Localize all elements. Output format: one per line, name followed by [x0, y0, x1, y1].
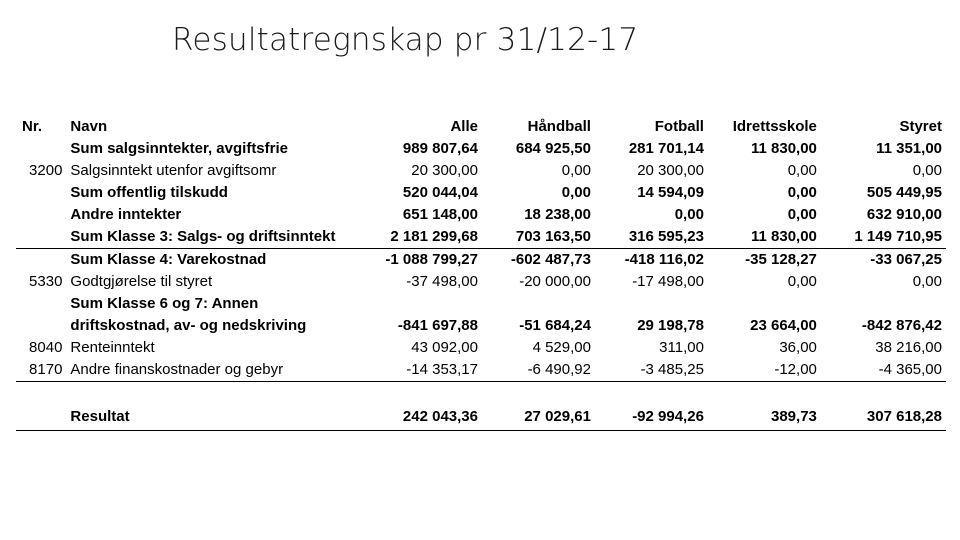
page-title: Resultatregnskap pr 31/12-17: [172, 22, 639, 58]
cell-nr: [16, 138, 66, 160]
cell-handball: 4 529,00: [532, 339, 591, 356]
cell-handball: [482, 293, 595, 315]
cell-handball: -602 487,73: [510, 251, 591, 268]
cell-alle: -841 697,88: [397, 317, 478, 334]
cell-navn: Godtgjørelse til styret: [70, 273, 213, 290]
cell-navn: Sum offentlig tilskudd: [70, 184, 228, 201]
cell-fotball: [595, 293, 708, 315]
spacer-cell: [66, 382, 369, 405]
cell-alle: -14 353,17: [369, 359, 482, 382]
cell-handball: 0,00: [561, 162, 591, 179]
cell-idrettsskole: [708, 293, 821, 315]
cell-fotball: 316 595,23: [595, 226, 708, 249]
cell-alle: 651 148,00: [402, 206, 478, 223]
cell-styret: 11 351,00: [876, 140, 942, 157]
table-row: [16, 315, 946, 337]
cell-navn: Andre inntekter: [70, 206, 182, 223]
cell-idrettsskole: 0,00: [787, 184, 817, 201]
cell-fotball: 281 701,14: [628, 140, 704, 157]
cell-alle: 2 181 299,68: [369, 226, 482, 249]
cell-nr: 8170: [16, 359, 66, 382]
cell-navn: Salgsinntekt utenfor avgiftsomr: [70, 162, 277, 179]
cell-handball: -20 000,00: [519, 273, 591, 290]
result-fotball: -92 994,26: [595, 404, 708, 431]
cell-styret: 505 449,95: [866, 184, 942, 201]
cell-alle: 520 044,04: [402, 184, 478, 201]
cell-styret: 0,00: [912, 273, 942, 290]
result-nr: [16, 404, 66, 431]
table-row: [16, 226, 946, 249]
cell-navn: Renteinntekt: [70, 339, 155, 356]
header-styret: Styret: [899, 118, 942, 135]
spacer-row: [16, 382, 946, 405]
cell-handball: 684 925,50: [515, 140, 591, 157]
cell-fotball: 20 300,00: [637, 162, 704, 179]
cell-navn: Sum salgsinntekter, avgiftsfrie: [70, 140, 288, 157]
cell-idrettsskole: 0,00: [787, 206, 817, 223]
cell-handball: -51 684,24: [519, 317, 591, 334]
cell-nr: [16, 249, 66, 272]
cell-fotball: 0,00: [674, 206, 704, 223]
table-row: [16, 337, 946, 359]
spacer-cell: [821, 382, 946, 405]
cell-nr: [16, 204, 66, 226]
table-row: [16, 271, 946, 293]
cell-styret: -4 365,00: [821, 359, 946, 382]
cell-idrettsskole: 11 830,00: [708, 226, 821, 249]
result-row: [16, 404, 946, 431]
cell-idrettsskole: 36,00: [779, 339, 817, 356]
cell-alle: 20 300,00: [411, 162, 478, 179]
cell-handball: 0,00: [561, 184, 591, 201]
table-row: [16, 359, 946, 382]
cell-nr: [16, 226, 66, 249]
table-row: [16, 204, 946, 226]
cell-navn: Andre finanskostnader og gebyr: [66, 359, 369, 382]
cell-idrettsskole: 0,00: [787, 162, 817, 179]
cell-handball: -6 490,92: [482, 359, 595, 382]
header-handball: Håndball: [527, 118, 591, 135]
cell-idrettsskole: -35 128,27: [745, 251, 817, 268]
cell-styret: -842 876,42: [861, 317, 942, 334]
result-alle: 242 043,36: [369, 404, 482, 431]
cell-alle: -37 498,00: [406, 273, 478, 290]
spacer-cell: [595, 382, 708, 405]
spacer-cell: [482, 382, 595, 405]
cell-alle: -1 088 799,27: [385, 251, 478, 268]
table-row: [16, 182, 946, 204]
cell-idrettsskole: 23 664,00: [750, 317, 817, 334]
cell-nr: 8040: [29, 339, 63, 356]
header-alle: Alle: [450, 118, 478, 135]
cell-idrettsskole: 11 830,00: [750, 140, 817, 157]
table-row: [16, 160, 946, 182]
cell-idrettsskole: 0,00: [787, 273, 817, 290]
cell-alle: 989 807,64: [402, 140, 478, 157]
income-statement-table: [16, 114, 946, 431]
cell-styret: -33 067,25: [870, 251, 942, 268]
cell-styret: 0,00: [912, 162, 942, 179]
cell-fotball: 14 594,09: [637, 184, 704, 201]
table-row: [16, 293, 946, 315]
cell-alle: 43 092,00: [411, 339, 478, 356]
cell-navn: Sum Klasse 3: Salgs- og driftsinntekt: [66, 226, 369, 249]
cell-styret: 38 216,00: [875, 339, 942, 356]
spacer-cell: [708, 382, 821, 405]
header-fotball: Fotball: [654, 118, 704, 135]
cell-nr: [16, 182, 66, 204]
cell-styret: 632 910,00: [866, 206, 942, 223]
table-row: [16, 249, 946, 272]
header-nr: Nr.: [22, 118, 43, 135]
cell-nr: [16, 315, 66, 337]
cell-fotball: -17 498,00: [632, 273, 704, 290]
result-styret: 307 618,28: [821, 404, 946, 431]
table-row: [16, 138, 946, 160]
cell-nr: [16, 293, 66, 315]
header-navn: Navn: [70, 118, 108, 135]
result-idrettsskole: 389,73: [708, 404, 821, 431]
cell-nr: 3200: [29, 162, 63, 179]
cell-alle: [369, 293, 482, 315]
result-label: Resultat: [66, 404, 369, 431]
spacer-cell: [16, 382, 66, 405]
cell-fotball: 311,00: [659, 339, 704, 356]
cell-styret: [821, 293, 946, 315]
cell-fotball: -3 485,25: [595, 359, 708, 382]
cell-fotball: -418 116,02: [624, 251, 704, 268]
cell-fotball: 29 198,78: [637, 317, 704, 334]
cell-navn: Sum Klasse 4: Varekostnad: [70, 251, 267, 268]
table-header-row: [16, 114, 946, 138]
cell-handball: 703 163,50: [482, 226, 595, 249]
spacer-cell: [369, 382, 482, 405]
cell-idrettsskole: -12,00: [708, 359, 821, 382]
cell-navn: driftskostnad, av- og nedskriving: [70, 317, 307, 334]
cell-navn: Sum Klasse 6 og 7: Annen: [70, 295, 259, 312]
header-idrettsskole: Idrettsskole: [732, 118, 817, 135]
cell-handball: 18 238,00: [524, 206, 591, 223]
result-handball: 27 029,61: [482, 404, 595, 431]
cell-nr: 5330: [29, 273, 63, 290]
cell-styret: 1 149 710,95: [821, 226, 946, 249]
